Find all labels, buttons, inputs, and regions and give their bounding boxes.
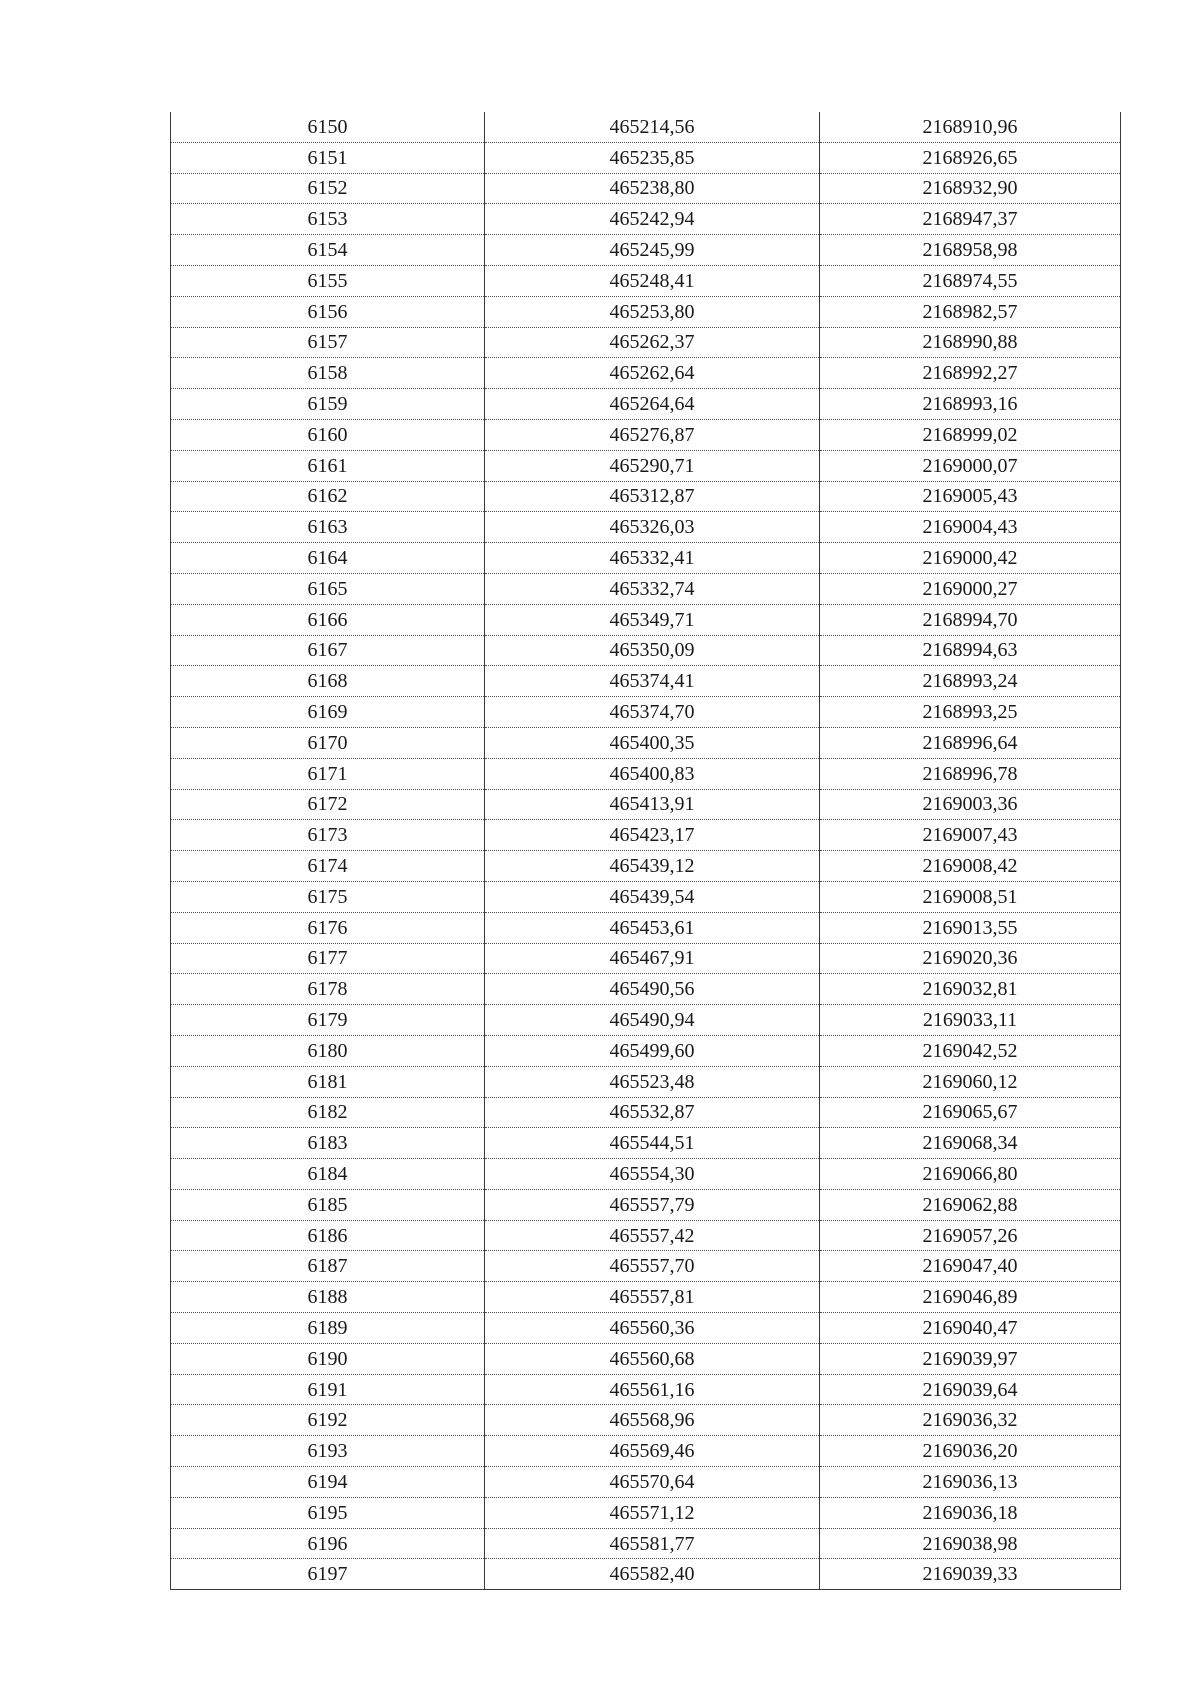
- table-row: [171, 450, 1121, 481]
- point-number-cell: 6162: [171, 481, 485, 512]
- point-number-cell: 6152: [171, 173, 485, 204]
- point-number-cell: 6188: [171, 1282, 485, 1313]
- y-coordinate-cell: 2168926,65: [820, 142, 1121, 173]
- point-number-cell: 6174: [171, 851, 485, 882]
- point-number-cell: 6160: [171, 419, 485, 450]
- x-coordinate-cell: 465400,35: [485, 727, 820, 758]
- x-coordinate-cell: 465568,96: [485, 1405, 820, 1436]
- point-number-cell: 6172: [171, 789, 485, 820]
- point-number-cell: 6182: [171, 1097, 485, 1128]
- y-coordinate-cell: 2169036,20: [820, 1436, 1121, 1467]
- x-coordinate-cell: 465349,71: [485, 604, 820, 635]
- table-row: [171, 758, 1121, 789]
- y-coordinate-cell: 2168996,64: [820, 727, 1121, 758]
- table-row: [171, 820, 1121, 851]
- y-coordinate-cell: 2168982,57: [820, 296, 1121, 327]
- y-coordinate-cell: 2168992,27: [820, 358, 1121, 389]
- y-coordinate-cell: 2169036,13: [820, 1467, 1121, 1498]
- x-coordinate-cell: 465490,56: [485, 974, 820, 1005]
- x-coordinate-cell: 465523,48: [485, 1066, 820, 1097]
- y-coordinate-cell: 2169065,67: [820, 1097, 1121, 1128]
- x-coordinate-cell: 465570,64: [485, 1467, 820, 1498]
- x-coordinate-cell: 465557,70: [485, 1251, 820, 1282]
- x-coordinate-cell: 465557,79: [485, 1189, 820, 1220]
- point-number-cell: 6153: [171, 204, 485, 235]
- table-row: [171, 789, 1121, 820]
- y-coordinate-cell: 2168932,90: [820, 173, 1121, 204]
- y-coordinate-cell: 2169005,43: [820, 481, 1121, 512]
- table-row: [171, 851, 1121, 882]
- point-number-cell: 6184: [171, 1159, 485, 1190]
- y-coordinate-cell: 2169060,12: [820, 1066, 1121, 1097]
- x-coordinate-cell: 465332,74: [485, 573, 820, 604]
- point-number-cell: 6163: [171, 512, 485, 543]
- table-row: [171, 1097, 1121, 1128]
- table-row: [171, 1436, 1121, 1467]
- y-coordinate-cell: 2168994,63: [820, 635, 1121, 666]
- x-coordinate-cell: 465214,56: [485, 112, 820, 142]
- y-coordinate-cell: 2169068,34: [820, 1128, 1121, 1159]
- point-number-cell: 6154: [171, 235, 485, 266]
- table-row: [171, 112, 1121, 142]
- y-coordinate-cell: 2169000,27: [820, 573, 1121, 604]
- y-coordinate-cell: 2169008,51: [820, 881, 1121, 912]
- table-row: [171, 1405, 1121, 1436]
- x-coordinate-cell: 465532,87: [485, 1097, 820, 1128]
- table-row: [171, 1251, 1121, 1282]
- x-coordinate-cell: 465245,99: [485, 235, 820, 266]
- y-coordinate-cell: 2169020,36: [820, 943, 1121, 974]
- table-row: [171, 512, 1121, 543]
- x-coordinate-cell: 465423,17: [485, 820, 820, 851]
- point-number-cell: 6173: [171, 820, 485, 851]
- point-number-cell: 6157: [171, 327, 485, 358]
- x-coordinate-cell: 465290,71: [485, 450, 820, 481]
- table-row: [171, 697, 1121, 728]
- table-row: [171, 173, 1121, 204]
- point-number-cell: 6177: [171, 943, 485, 974]
- y-coordinate-cell: 2168910,96: [820, 112, 1121, 142]
- table-row: [171, 1374, 1121, 1405]
- table-row: [171, 142, 1121, 173]
- y-coordinate-cell: 2169036,32: [820, 1405, 1121, 1436]
- y-coordinate-cell: 2168947,37: [820, 204, 1121, 235]
- y-coordinate-cell: 2168993,24: [820, 666, 1121, 697]
- table-row: [171, 327, 1121, 358]
- x-coordinate-cell: 465238,80: [485, 173, 820, 204]
- table-row: [171, 1189, 1121, 1220]
- point-number-cell: 6168: [171, 666, 485, 697]
- y-coordinate-cell: 2169032,81: [820, 974, 1121, 1005]
- y-coordinate-cell: 2169042,52: [820, 1035, 1121, 1066]
- table-row: [171, 666, 1121, 697]
- table-row: [171, 1128, 1121, 1159]
- point-number-cell: 6164: [171, 543, 485, 574]
- point-number-cell: 6197: [171, 1559, 485, 1590]
- x-coordinate-cell: 465374,41: [485, 666, 820, 697]
- table-row: [171, 1313, 1121, 1344]
- y-coordinate-cell: 2169007,43: [820, 820, 1121, 851]
- table-row: [171, 1066, 1121, 1097]
- y-coordinate-cell: 2169000,42: [820, 543, 1121, 574]
- point-number-cell: 6196: [171, 1528, 485, 1559]
- table-row: [171, 1220, 1121, 1251]
- x-coordinate-cell: 465374,70: [485, 697, 820, 728]
- point-number-cell: 6156: [171, 296, 485, 327]
- table-row: [171, 727, 1121, 758]
- table-row: [171, 358, 1121, 389]
- y-coordinate-cell: 2169008,42: [820, 851, 1121, 882]
- point-number-cell: 6185: [171, 1189, 485, 1220]
- point-number-cell: 6180: [171, 1035, 485, 1066]
- y-coordinate-cell: 2168993,16: [820, 389, 1121, 420]
- table-row: [171, 604, 1121, 635]
- point-number-cell: 6171: [171, 758, 485, 789]
- y-coordinate-cell: 2169004,43: [820, 512, 1121, 543]
- y-coordinate-cell: 2169036,18: [820, 1497, 1121, 1528]
- x-coordinate-cell: 465400,83: [485, 758, 820, 789]
- point-number-cell: 6176: [171, 912, 485, 943]
- point-number-cell: 6179: [171, 1005, 485, 1036]
- x-coordinate-cell: 465561,16: [485, 1374, 820, 1405]
- y-coordinate-cell: 2169039,64: [820, 1374, 1121, 1405]
- x-coordinate-cell: 465312,87: [485, 481, 820, 512]
- point-number-cell: 6183: [171, 1128, 485, 1159]
- y-coordinate-cell: 2169062,88: [820, 1189, 1121, 1220]
- point-number-cell: 6192: [171, 1405, 485, 1436]
- table-row: [171, 1467, 1121, 1498]
- table-row: [171, 881, 1121, 912]
- point-number-cell: 6187: [171, 1251, 485, 1282]
- x-coordinate-cell: 465242,94: [485, 204, 820, 235]
- x-coordinate-cell: 465439,54: [485, 881, 820, 912]
- point-number-cell: 6195: [171, 1497, 485, 1528]
- x-coordinate-cell: 465413,91: [485, 789, 820, 820]
- table-row: [171, 1005, 1121, 1036]
- point-number-cell: 6193: [171, 1436, 485, 1467]
- point-number-cell: 6158: [171, 358, 485, 389]
- point-number-cell: 6161: [171, 450, 485, 481]
- x-coordinate-cell: 465262,37: [485, 327, 820, 358]
- point-number-cell: 6178: [171, 974, 485, 1005]
- y-coordinate-cell: 2169057,26: [820, 1220, 1121, 1251]
- table-row: [171, 296, 1121, 327]
- x-coordinate-cell: 465453,61: [485, 912, 820, 943]
- y-coordinate-cell: 2169033,11: [820, 1005, 1121, 1036]
- y-coordinate-cell: 2169039,33: [820, 1559, 1121, 1590]
- y-coordinate-cell: 2168990,88: [820, 327, 1121, 358]
- y-coordinate-cell: 2169047,40: [820, 1251, 1121, 1282]
- point-number-cell: 6190: [171, 1343, 485, 1374]
- y-coordinate-cell: 2169038,98: [820, 1528, 1121, 1559]
- x-coordinate-cell: 465467,91: [485, 943, 820, 974]
- x-coordinate-cell: 465560,36: [485, 1313, 820, 1344]
- point-number-cell: 6167: [171, 635, 485, 666]
- x-coordinate-cell: 465235,85: [485, 142, 820, 173]
- table-row: [171, 912, 1121, 943]
- y-coordinate-cell: 2169000,07: [820, 450, 1121, 481]
- y-coordinate-cell: 2169013,55: [820, 912, 1121, 943]
- y-coordinate-cell: 2169003,36: [820, 789, 1121, 820]
- x-coordinate-cell: 465557,81: [485, 1282, 820, 1313]
- table-row: [171, 1528, 1121, 1559]
- point-number-cell: 6159: [171, 389, 485, 420]
- x-coordinate-cell: 465332,41: [485, 543, 820, 574]
- coordinates-table: [170, 112, 1121, 1590]
- point-number-cell: 6151: [171, 142, 485, 173]
- x-coordinate-cell: 465264,64: [485, 389, 820, 420]
- x-coordinate-cell: 465253,80: [485, 296, 820, 327]
- point-number-cell: 6155: [171, 265, 485, 296]
- x-coordinate-cell: 465276,87: [485, 419, 820, 450]
- y-coordinate-cell: 2169066,80: [820, 1159, 1121, 1190]
- y-coordinate-cell: 2168958,98: [820, 235, 1121, 266]
- x-coordinate-cell: 465569,46: [485, 1436, 820, 1467]
- point-number-cell: 6165: [171, 573, 485, 604]
- point-number-cell: 6150: [171, 112, 485, 142]
- point-number-cell: 6169: [171, 697, 485, 728]
- table-row: [171, 1343, 1121, 1374]
- point-number-cell: 6189: [171, 1313, 485, 1344]
- y-coordinate-cell: 2168994,70: [820, 604, 1121, 635]
- point-number-cell: 6186: [171, 1220, 485, 1251]
- x-coordinate-cell: 465554,30: [485, 1159, 820, 1190]
- x-coordinate-cell: 465544,51: [485, 1128, 820, 1159]
- table-row: [171, 204, 1121, 235]
- x-coordinate-cell: 465326,03: [485, 512, 820, 543]
- table-row: [171, 1282, 1121, 1313]
- x-coordinate-cell: 465581,77: [485, 1528, 820, 1559]
- point-number-cell: 6175: [171, 881, 485, 912]
- table-row: [171, 635, 1121, 666]
- table-row: [171, 235, 1121, 266]
- x-coordinate-cell: 465262,64: [485, 358, 820, 389]
- y-coordinate-cell: 2169039,97: [820, 1343, 1121, 1374]
- x-coordinate-cell: 465560,68: [485, 1343, 820, 1374]
- table-row: [171, 389, 1121, 420]
- coordinates-table-body: [171, 112, 1121, 1590]
- table-row: [171, 1159, 1121, 1190]
- point-number-cell: 6181: [171, 1066, 485, 1097]
- point-number-cell: 6194: [171, 1467, 485, 1498]
- point-number-cell: 6191: [171, 1374, 485, 1405]
- y-coordinate-cell: 2169040,47: [820, 1313, 1121, 1344]
- x-coordinate-cell: 465557,42: [485, 1220, 820, 1251]
- x-coordinate-cell: 465350,09: [485, 635, 820, 666]
- x-coordinate-cell: 465248,41: [485, 265, 820, 296]
- y-coordinate-cell: 2168993,25: [820, 697, 1121, 728]
- table-row: [171, 265, 1121, 296]
- x-coordinate-cell: 465490,94: [485, 1005, 820, 1036]
- table-row: [171, 419, 1121, 450]
- table-row: [171, 1497, 1121, 1528]
- x-coordinate-cell: 465499,60: [485, 1035, 820, 1066]
- x-coordinate-cell: 465582,40: [485, 1559, 820, 1590]
- y-coordinate-cell: 2168999,02: [820, 419, 1121, 450]
- point-number-cell: 6170: [171, 727, 485, 758]
- point-number-cell: 6166: [171, 604, 485, 635]
- table-row: [171, 974, 1121, 1005]
- table-row: [171, 943, 1121, 974]
- table-row: [171, 1035, 1121, 1066]
- table-row: [171, 543, 1121, 574]
- y-coordinate-cell: 2168974,55: [820, 265, 1121, 296]
- table-row: [171, 1559, 1121, 1590]
- x-coordinate-cell: 465571,12: [485, 1497, 820, 1528]
- y-coordinate-cell: 2169046,89: [820, 1282, 1121, 1313]
- table-row: [171, 573, 1121, 604]
- y-coordinate-cell: 2168996,78: [820, 758, 1121, 789]
- table-row: [171, 481, 1121, 512]
- x-coordinate-cell: 465439,12: [485, 851, 820, 882]
